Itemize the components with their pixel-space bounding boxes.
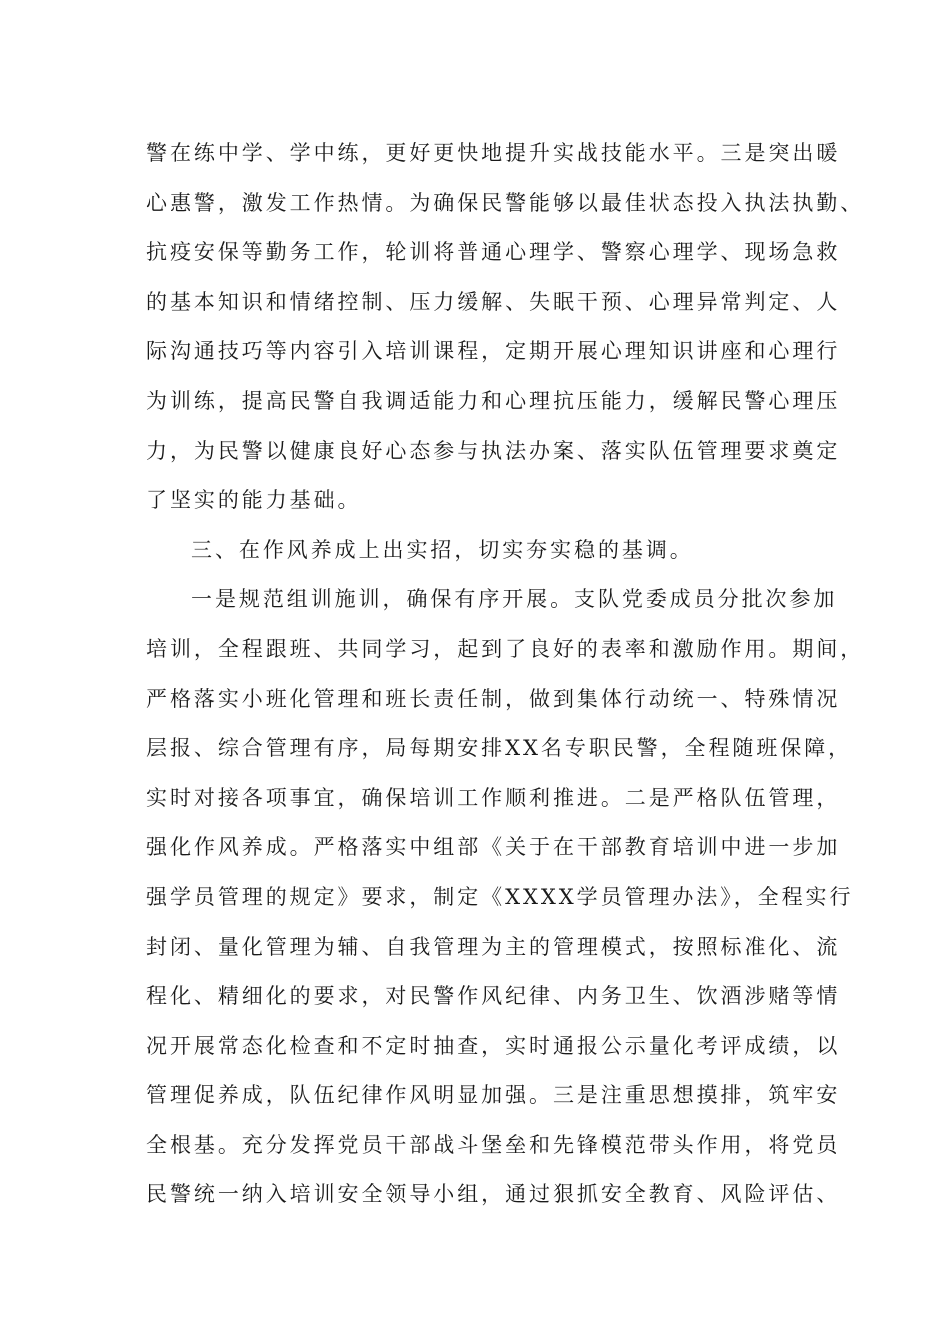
text-line: 强学员管理的规定》要求，制定《XXXX学员管理办法》，全程实行 bbox=[146, 884, 854, 909]
text-line: 抗疫安保等勤务工作，轮训将普通心理学、警察心理学、现场急救 bbox=[146, 240, 841, 265]
text-line: 层报、综合管理有序，局每期安排XX名专职民警，全程随班保障， bbox=[146, 736, 853, 761]
text-line: 力，为民警以健康良好心态参与执法办案、落实队伍管理要求奠定 bbox=[146, 438, 841, 463]
text-line: 心惠警，激发工作热情。为确保民警能够以最佳状态投入执法执勤、 bbox=[146, 190, 865, 215]
text-line: 的基本知识和情绪控制、压力缓解、失眠干预、心理异常判定、人 bbox=[146, 289, 841, 314]
text-line: 警在练中学、学中练，更好更快地提升实战技能水平。三是突出暖 bbox=[146, 141, 841, 165]
text-line: 民警统一纳入培训安全领导小组，通过狠抓安全教育、风险评估、 bbox=[146, 1182, 841, 1207]
text-line: 程化、精细化的要求，对民警作风纪律、内务卫生、饮酒涉赌等情 bbox=[146, 984, 841, 1009]
text-line: 了坚实的能力基础。 bbox=[146, 488, 362, 513]
text-line: 封闭、量化管理为辅、自我管理为主的管理模式，按照标准化、流 bbox=[146, 934, 841, 959]
text-line: 况开展常态化检查和不定时抽查，实时通报公示量化考评成绩，以 bbox=[146, 1033, 841, 1058]
text-line: 一是规范组训施训，确保有序开展。支队党委成员分批次参加 bbox=[191, 587, 838, 612]
section-heading: 三、在作风养成上出实招，切实夯实稳的基调。 bbox=[191, 537, 694, 562]
document-body bbox=[146, 133, 865, 1224]
text-line: 全根基。充分发挥党员干部战斗堡垒和先锋模范带头作用，将党员 bbox=[146, 1132, 841, 1157]
text-line: 强化作风养成。严格落实中组部《关于在干部教育培训中进一步加 bbox=[146, 835, 841, 860]
text-line: 实时对接各项事宜，确保培训工作顺利推进。二是严格队伍管理， bbox=[146, 785, 841, 810]
text-line: 培训，全程跟班、共同学习，起到了良好的表率和激励作用。期间， bbox=[146, 636, 865, 661]
text-line: 管理促养成，队伍纪律作风明显加强。三是注重思想摸排，筑牢安 bbox=[146, 1083, 841, 1108]
text-line: 际沟通技巧等内容引入培训课程，定期开展心理知识讲座和心理行 bbox=[146, 339, 841, 364]
text-line: 为训练，提高民警自我调适能力和心理抗压能力，缓解民警心理压 bbox=[146, 388, 841, 413]
text-line: 严格落实小班化管理和班长责任制，做到集体行动统一、特殊情况 bbox=[146, 686, 841, 711]
